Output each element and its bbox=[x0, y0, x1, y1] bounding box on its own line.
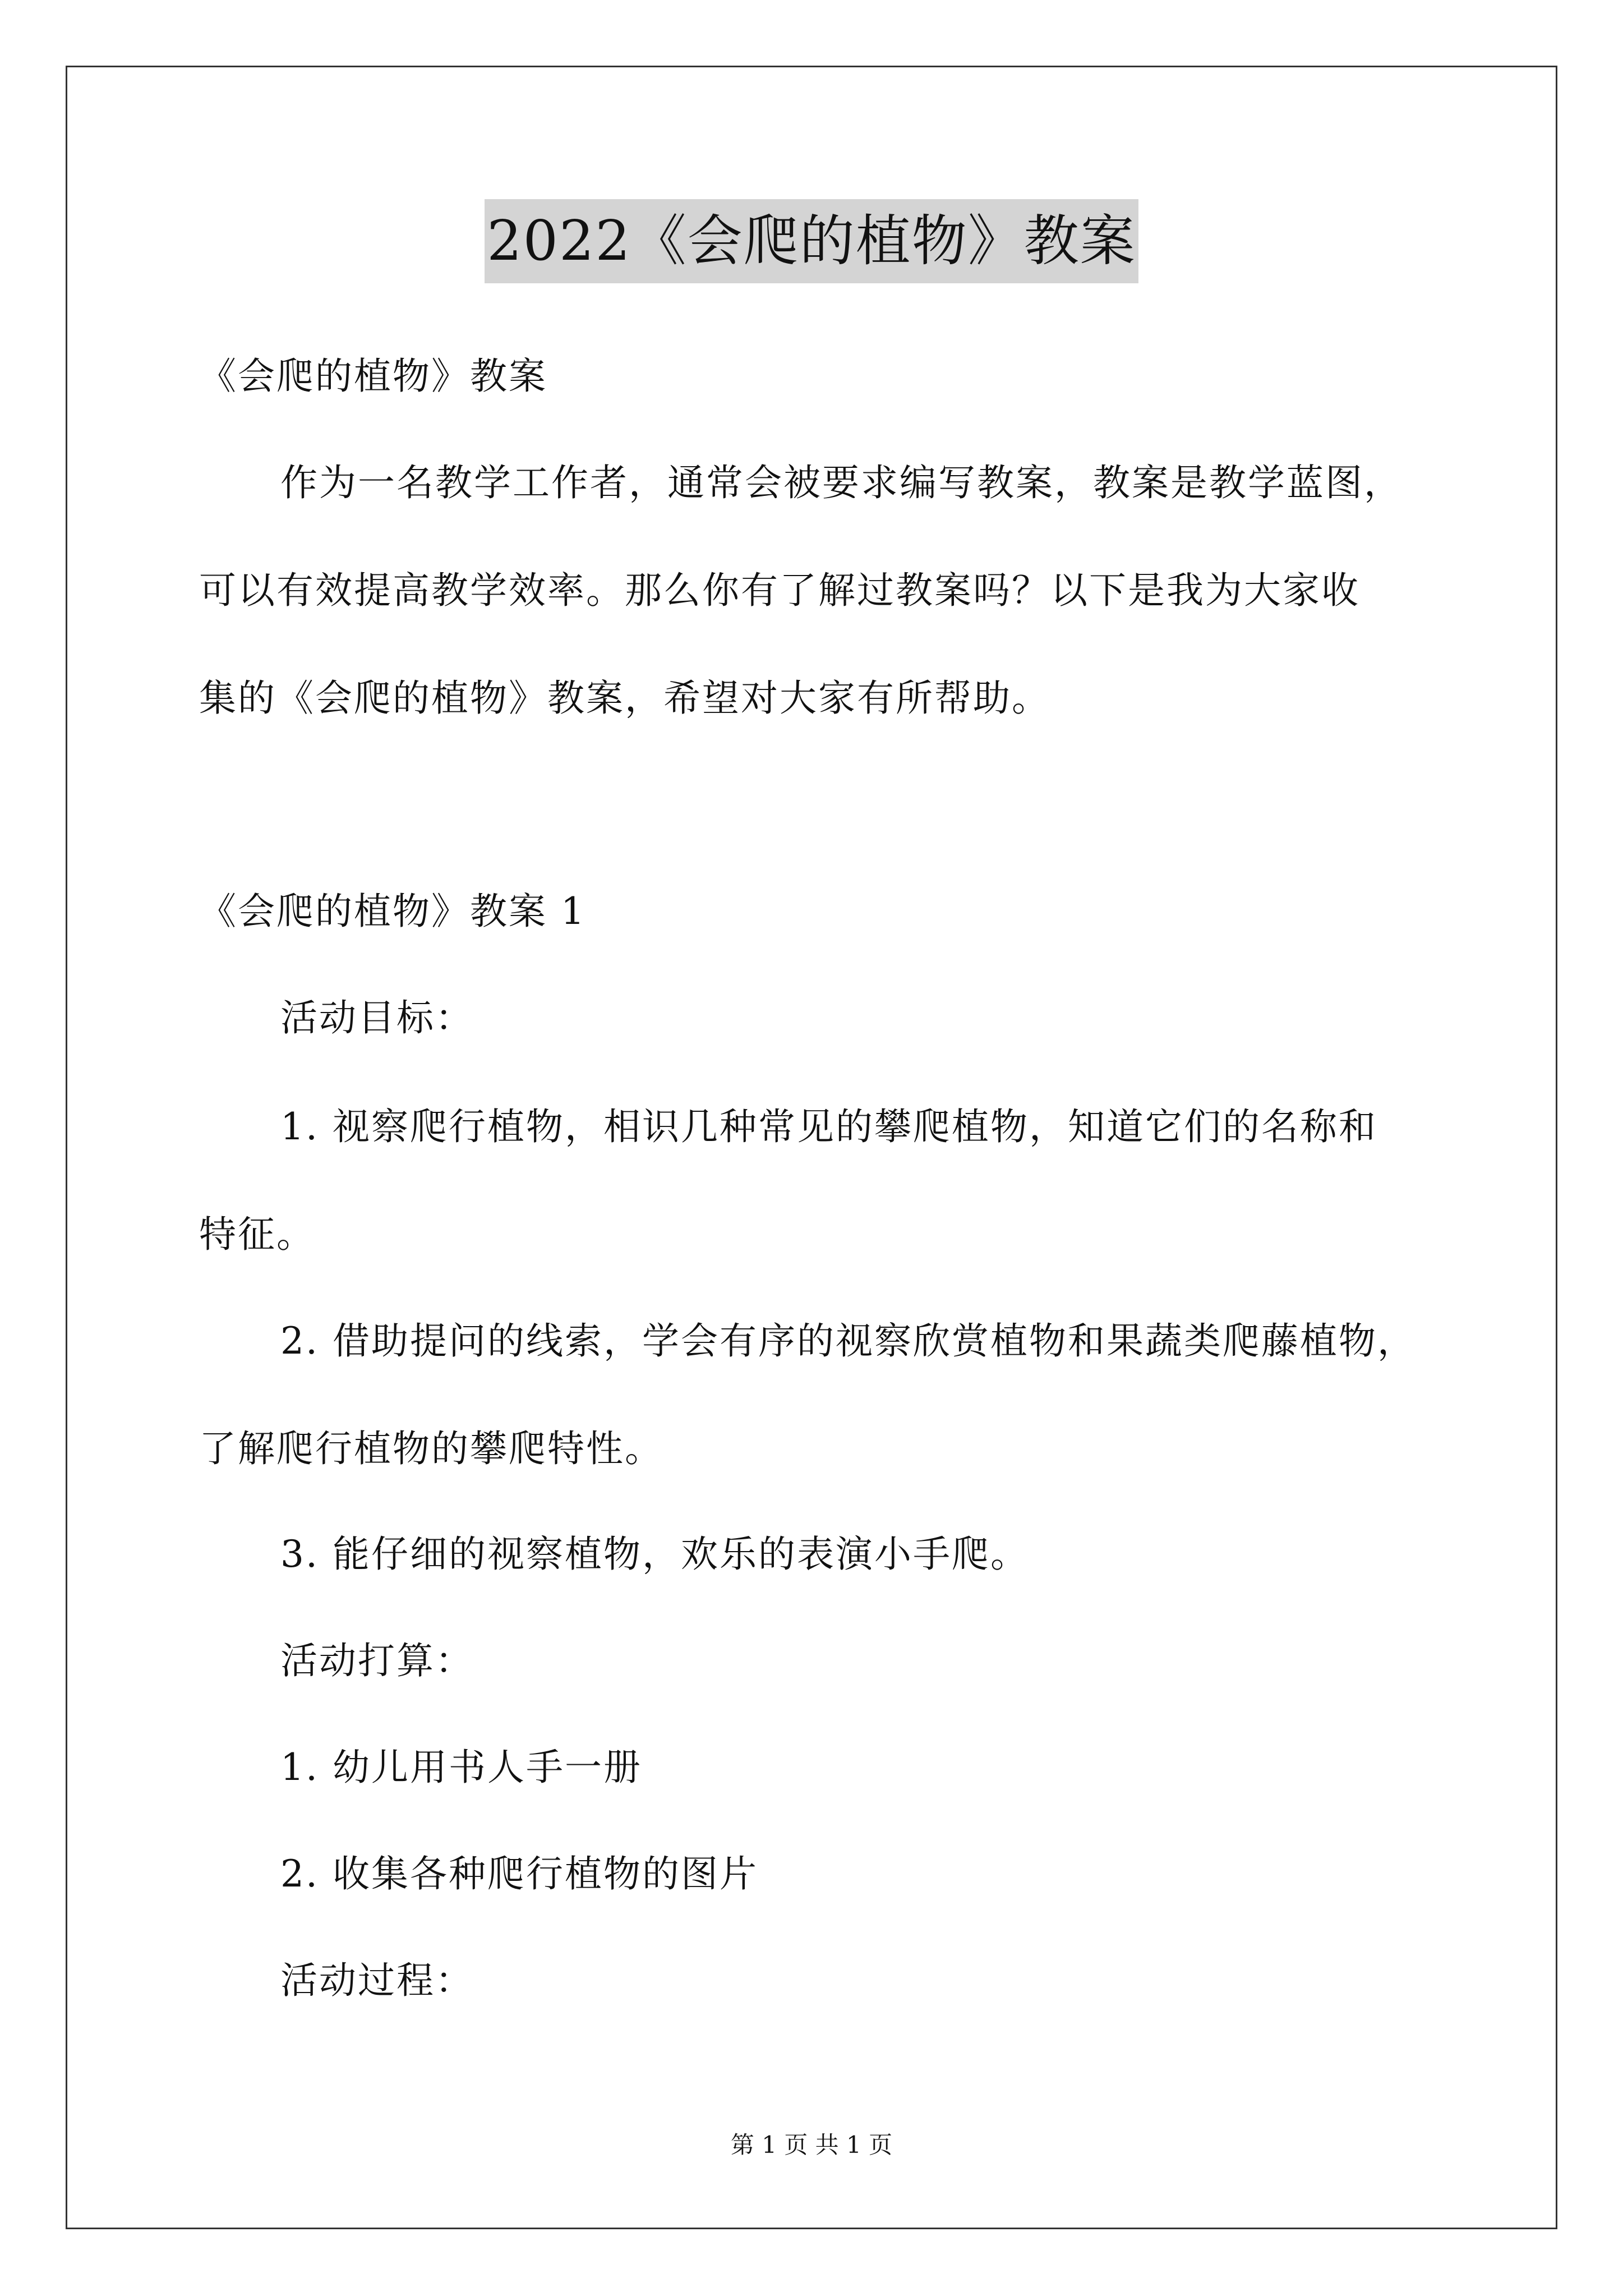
page-footer: 第 1 页 共 1 页 bbox=[730, 2131, 893, 2159]
intro-line-3: 集的《会爬的植物》教案，希望对大家有所帮助。 bbox=[199, 677, 1050, 720]
document-subtitle: 《会爬的植物》教案 bbox=[199, 355, 547, 398]
goal-2-line-1: 2. 借助提问的线索，学会有序的视察欣赏植物和果蔬类爬藤植物， bbox=[280, 1319, 1416, 1363]
goal-3: 3. 能仔细的视察植物，欢乐的表演小手爬。 bbox=[280, 1533, 1029, 1576]
title-container bbox=[0, 199, 1623, 283]
prep-heading: 活动打算： bbox=[280, 1639, 474, 1682]
intro-line-1: 作为一名教学工作者，通常会被要求编写教案，教案是教学蓝图， bbox=[280, 461, 1403, 504]
section-heading: 《会爬的植物》教案 1 bbox=[199, 890, 586, 933]
goals-heading: 活动目标： bbox=[280, 996, 474, 1039]
goal-1-line-1: 1. 视察爬行植物，相识几种常见的攀爬植物，知道它们的名称和 bbox=[280, 1105, 1377, 1148]
prep-item-2: 2. 收集各种爬行植物的图片 bbox=[280, 1852, 758, 1895]
prep-item-1: 1. 幼儿用书人手一册 bbox=[280, 1746, 642, 1789]
goal-1-line-2: 特征。 bbox=[199, 1213, 315, 1256]
goal-2-line-2: 了解爬行植物的攀爬特性。 bbox=[199, 1427, 663, 1470]
intro-line-2: 可以有效提高教学效率。那么你有了解过教案吗？以下是我为大家收 bbox=[199, 569, 1360, 612]
document-title: 2022《会爬的植物》教案 bbox=[485, 199, 1138, 283]
process-heading: 活动过程： bbox=[280, 1959, 474, 2002]
